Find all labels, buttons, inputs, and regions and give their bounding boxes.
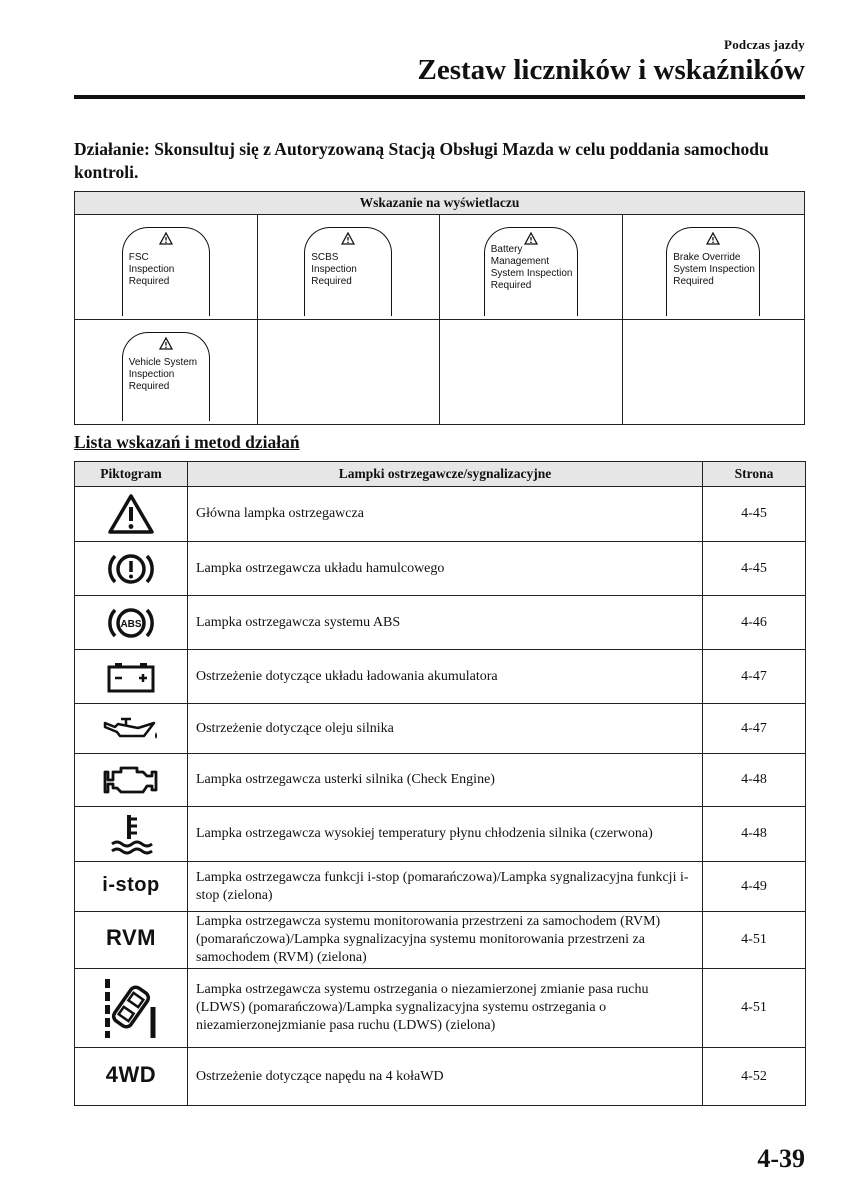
light-description: Lampka ostrzegawcza usterki silnika (Check Engine)	[188, 754, 703, 807]
warning-triangle-icon	[159, 337, 173, 350]
title-rule	[74, 95, 805, 99]
light-description: Lampka ostrzegawcza układu hamulcowego	[188, 542, 703, 596]
display-text: Brake Override System Inspection Required	[673, 252, 755, 287]
table-row	[75, 596, 806, 650]
4wd-icon: 4WD	[105, 1061, 157, 1087]
display-cell	[75, 320, 258, 425]
light-description: Lampka ostrzegawcza systemu monitorowania przestrzeni za samochodem (RVM) (pomarańczowa)/Lampka sygnalizacyjna systemu monitorowania przestrzeni za samochodem (RVM) (zielona)	[188, 912, 703, 969]
display-text: SCBS Inspection Required	[311, 252, 357, 287]
light-description: Lampka ostrzegawcza systemu ostrzegania o niezamierzonej zmianie pasa ruchu (LDWS) (pomarańczowa)/Lampka sygnalizacyjna systemu ostrzegania o niezamierzonejzmianie pasa ruchu (LDWS) (zielona)	[188, 969, 703, 1048]
light-description: Lampka ostrzegawcza funkcji i-stop (pomarańczowa)/Lampka sygnalizacyjna funkcji i-stop (zielona)	[188, 862, 703, 912]
table-row	[75, 912, 806, 969]
table-row	[75, 1048, 806, 1106]
light-description: Lampka ostrzegawcza systemu ABS	[188, 596, 703, 650]
light-description: Lampka ostrzegawcza wysokiej temperatury płynu chłodzenia silnika (czerwona)	[188, 807, 703, 862]
page-reference: 4-52	[703, 1048, 806, 1106]
pictogram-cell	[75, 650, 188, 704]
table-row	[75, 487, 806, 542]
display-screen	[484, 227, 578, 316]
page-number: 4-39	[757, 1144, 805, 1173]
page-reference: 4-49	[703, 862, 806, 912]
pictogram-cell	[75, 912, 188, 969]
pictogram-cell	[75, 596, 188, 650]
empty-display-cell	[440, 320, 623, 425]
table-row	[75, 807, 806, 862]
check-engine-icon	[103, 762, 159, 798]
display-text: FSC Inspection Required	[128, 252, 175, 287]
master-warning-icon	[107, 493, 155, 535]
pictogram-cell	[75, 542, 188, 596]
page-reference: 4-45	[703, 542, 806, 596]
display-screen	[122, 332, 210, 421]
column-header-lights: Lampki ostrzegawcze/sygnalizacyjne	[188, 462, 703, 487]
page-reference: 4-47	[703, 704, 806, 754]
page-reference: 4-45	[703, 487, 806, 542]
table-row	[75, 542, 806, 596]
pictogram-cell	[75, 969, 188, 1048]
warning-triangle-icon	[159, 232, 173, 245]
light-description: Główna lampka ostrzegawcza	[188, 487, 703, 542]
table-row	[75, 650, 806, 704]
page-reference: 4-48	[703, 754, 806, 807]
display-cell	[622, 215, 805, 320]
display-text: Vehicle System Inspection Required	[128, 357, 198, 392]
rvm-icon: RVM	[106, 925, 156, 950]
page-reference: 4-51	[703, 912, 806, 969]
warning-triangle-icon	[706, 232, 720, 245]
empty-display-cell	[622, 320, 805, 425]
ldws-icon	[101, 977, 161, 1039]
display-cell	[257, 215, 440, 320]
oil-can-icon	[102, 714, 160, 744]
pictogram-cell	[75, 862, 188, 912]
display-cell	[440, 215, 623, 320]
page-title: Zestaw liczników i wskaźników	[417, 54, 805, 86]
page-reference: 4-46	[703, 596, 806, 650]
section-label: Podczas jazdy	[724, 37, 805, 52]
pictogram-cell	[75, 704, 188, 754]
warning-lights-table	[74, 461, 806, 1106]
display-table	[74, 191, 805, 425]
column-header-page: Strona	[703, 462, 806, 487]
light-description: Ostrzeżenie dotyczące oleju silnika	[188, 704, 703, 754]
pictogram-cell	[75, 807, 188, 862]
table-row	[75, 704, 806, 754]
brake-warning-icon	[103, 549, 159, 589]
abs-warning-icon	[103, 603, 159, 643]
table-row	[75, 969, 806, 1048]
coolant-temperature-icon	[107, 813, 155, 855]
svg-text:ABS: ABS	[120, 618, 142, 630]
pictogram-cell	[75, 1048, 188, 1106]
battery-icon	[105, 660, 157, 694]
empty-display-cell	[257, 320, 440, 425]
display-table-header: Wskazanie na wyświetlaczu	[75, 192, 805, 215]
display-screen	[122, 227, 210, 316]
display-cell	[75, 215, 258, 320]
table-row	[75, 754, 806, 807]
warning-triangle-icon	[341, 232, 355, 245]
column-header-pictogram: Piktogram	[75, 462, 188, 487]
page-reference: 4-48	[703, 807, 806, 862]
display-screen	[666, 227, 760, 316]
pictogram-cell	[75, 487, 188, 542]
action-text: Działanie: Skonsultuj się z Autoryzowaną Stacją Obsługi Mazda w celu poddania samochodu kontroli.	[74, 139, 769, 182]
i-stop-icon: i-stop	[102, 874, 160, 896]
light-description: Ostrzeżenie dotyczące napędu na 4 kołaWD	[188, 1048, 703, 1106]
pictogram-cell	[75, 754, 188, 807]
list-heading: Lista wskazań i metod działań	[74, 432, 300, 452]
light-description: Ostrzeżenie dotyczące układu ładowania akumulatora	[188, 650, 703, 704]
table-row	[75, 862, 806, 912]
display-screen	[304, 227, 392, 316]
page-reference: 4-47	[703, 650, 806, 704]
display-text: Battery Management System Inspection Required	[490, 244, 573, 291]
page-reference: 4-51	[703, 969, 806, 1048]
